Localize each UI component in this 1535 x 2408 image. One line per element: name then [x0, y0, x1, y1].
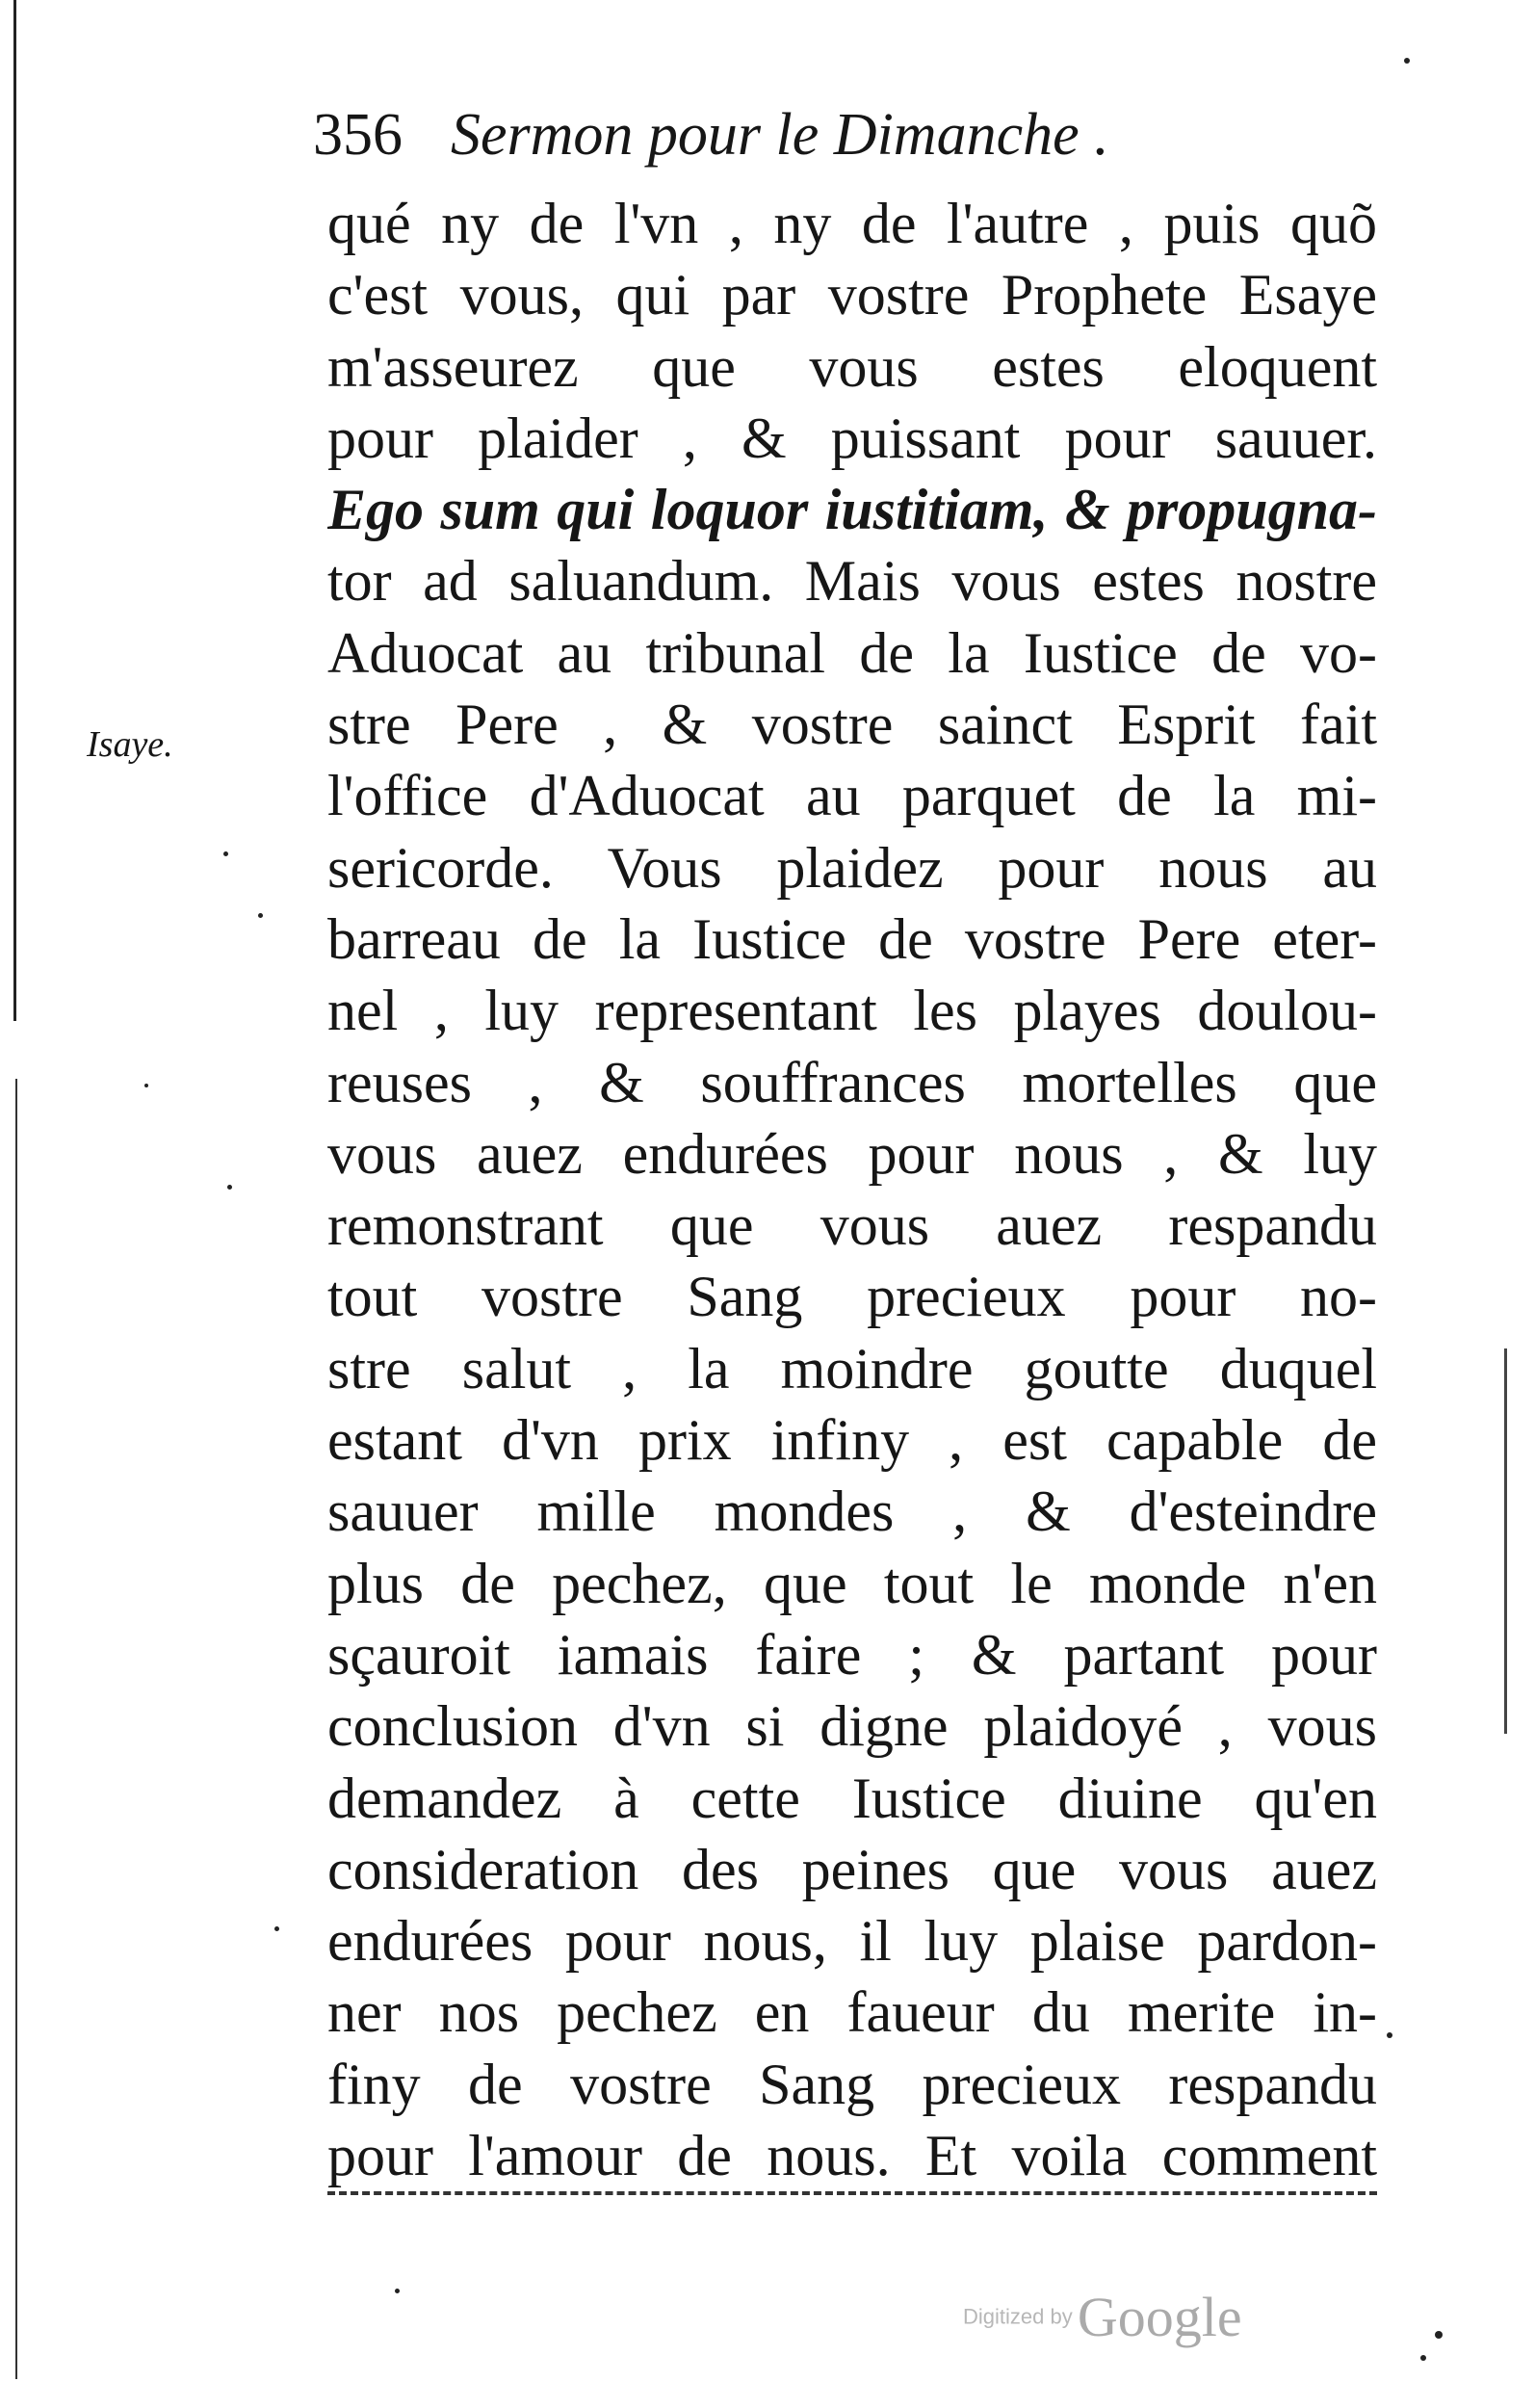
ink-speck: [1435, 2331, 1443, 2339]
watermark-prefix: Digitized by: [963, 2304, 1073, 2329]
text-line: Aduocat au tribunal de la Iustice de vo-: [327, 620, 1377, 685]
binding-edge-upper: [13, 0, 16, 1021]
text-line: demandez à cette Iustice diuine qu'en: [327, 1766, 1377, 1830]
running-title: Sermon pour le Dimanche .: [451, 102, 1109, 168]
text-line: sauuer mille mondes , & d'esteindre: [327, 1479, 1377, 1544]
ink-speck: [144, 1084, 148, 1087]
text-line: c'est vous, qui par vostre Prophete Esaye: [327, 263, 1377, 327]
text-line: finy de vostre Sang precieux respandu: [327, 2052, 1377, 2116]
ink-speck: [223, 851, 228, 856]
text-line: estant d'vn prix infiny , est capable de: [327, 1408, 1377, 1473]
text-line: l'office d'Aduocat au parquet de la mi-: [327, 764, 1377, 828]
text-line: endurées pour nous, il luy plaise pardon-: [327, 1909, 1377, 1974]
google-logo: Google: [1077, 2286, 1242, 2348]
text-line: sçauroit iamais faire ; & partant pour: [327, 1622, 1377, 1687]
ink-speck: [1420, 2355, 1426, 2361]
digitized-watermark: [963, 2285, 1290, 2352]
text-line: pour l'amour de nous. Et voila comment: [327, 2120, 1377, 2195]
ink-speck: [227, 1185, 232, 1190]
text-line: qué ny de l'vn , ny de l'autre , puis quõ: [327, 192, 1377, 255]
body-text: [327, 188, 1377, 2195]
text-line: nel , luy representant les playes doulou-: [327, 979, 1377, 1043]
text-line: plus de pechez, que tout le monde n'en: [327, 1551, 1377, 1615]
binding-edge-lower: [15, 1079, 17, 2379]
ink-speck: [395, 2289, 400, 2293]
running-header: [313, 92, 1372, 178]
text-line: remonstrant que vous auez respandu: [327, 1193, 1377, 1258]
text-line: tout vostre Sang precieux pour no-: [327, 1265, 1377, 1329]
ink-speck: [1387, 2032, 1392, 2038]
text-line: ner nos pechez en faueur du merite in-: [327, 1980, 1377, 2045]
text-line: sericorde. Vous plaidez pour nous au: [327, 835, 1377, 900]
text-line: pour plaider , & puissant pour sauuer.: [327, 406, 1377, 470]
text-line: m'asseurez que vous estes eloquent: [327, 334, 1377, 399]
text-line: stre Pere , & vostre sainct Esprit fait: [327, 693, 1377, 757]
text-line: conclusion d'vn si digne plaidoyé , vous: [327, 1694, 1377, 1759]
text-line: stre salut , la moindre goutte duquel: [327, 1336, 1377, 1400]
text-line: vous auez endurées pour nous , & luy: [327, 1121, 1377, 1186]
right-edge-mark: [1504, 1348, 1507, 1734]
margin-note: Isaye.: [87, 724, 173, 765]
latin-quote-line: Ego sum qui loquor iustitiam, & propugna-: [327, 478, 1377, 542]
text-line: barreau de la Iustice de vostre Pere eter-: [327, 906, 1377, 971]
text-line: tor ad saluandum. Mais vous estes nostre: [327, 549, 1377, 614]
ink-speck: [1404, 58, 1410, 64]
text-line: consideration des peines que vous auez: [327, 1837, 1377, 1901]
ink-speck: [274, 1926, 279, 1931]
ink-speck: [258, 913, 263, 918]
text-line: reuses , & souffrances mortelles que: [327, 1050, 1377, 1114]
page-number: 356: [313, 102, 403, 168]
